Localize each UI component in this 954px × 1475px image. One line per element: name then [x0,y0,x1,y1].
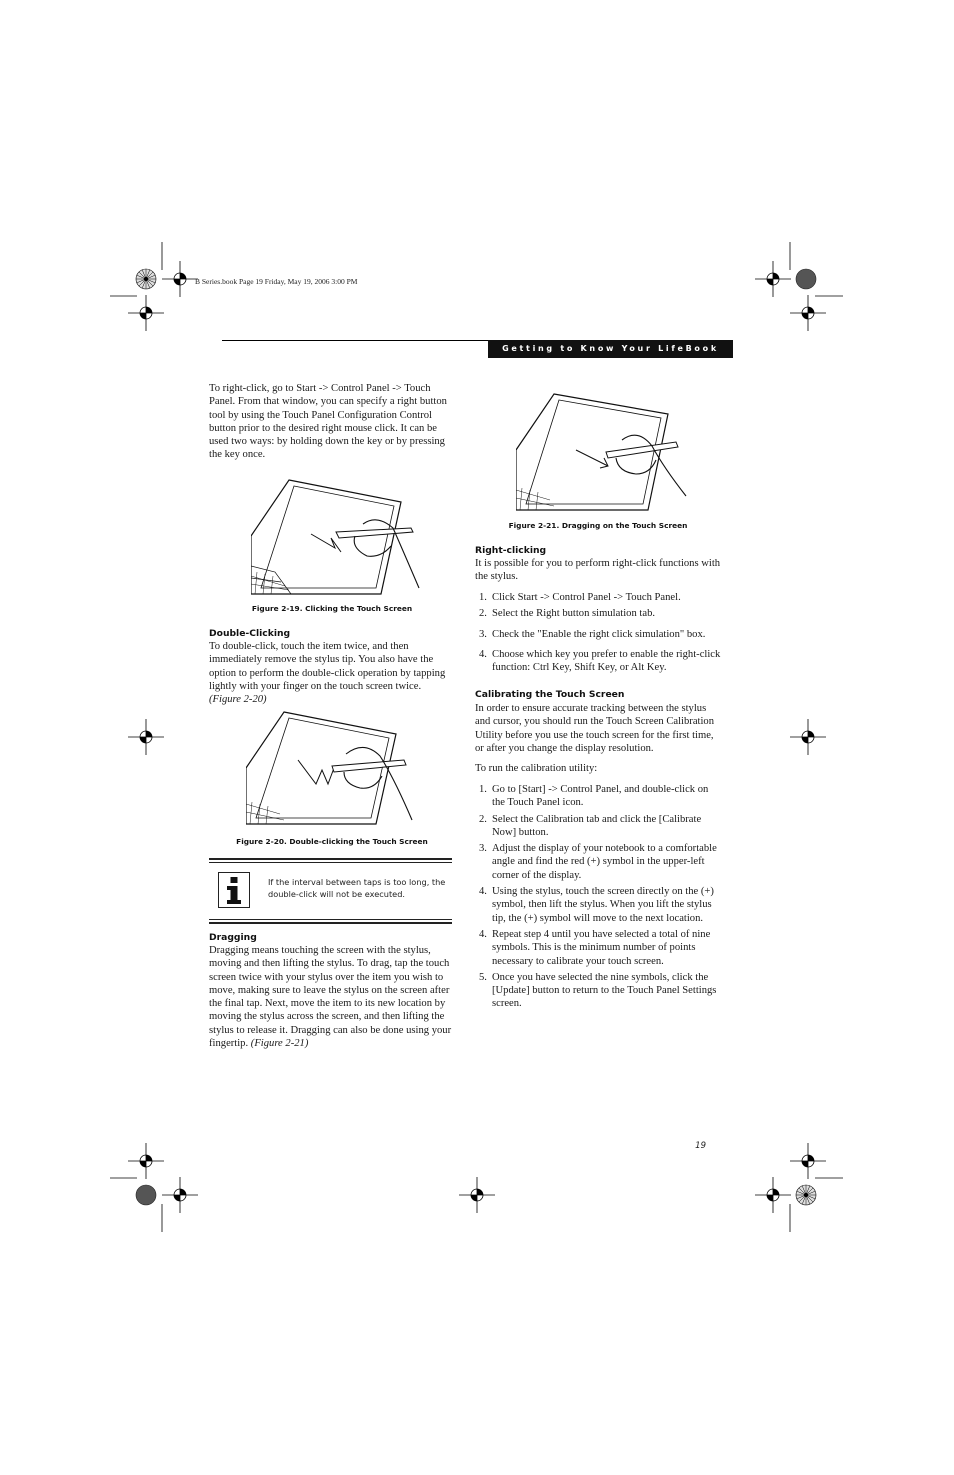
note-text: If the interval between taps is too long, the double-click will not be executed. [268,877,446,899]
heading-double-clicking: Double-Clicking [209,628,291,639]
right-clicking-paragraph: It is possible for you to perform right-click functions with the stylus. [475,558,721,583]
list-item: 4. Repeat step 4 until you have selected a total of nine symbols. This is the minimum number of points necessary to calibrate your touch screen. [479,928,711,967]
calibration-intro: To run the calibration utility: [475,763,598,774]
figure-2-20-illustration [246,708,418,826]
running-header: Getting to Know Your LifeBook [488,340,733,358]
calibration-steps [475,783,721,1011]
list-item: 3. Adjust the display of your notebook to a comfortable angle and find the red (+) symbol in the upper-left corner of the display. [479,843,717,881]
list-item: 1. Go to [Start] -> Control Panel, and double-click on the Touch Panel icon. [479,784,709,809]
print-slug: B Series.book Page 19 Friday, May 19, 2006 3:00 PM [195,277,358,286]
double-clicking-paragraph: To double-click, touch the item twice, and then immediately remove the stylus tip. You also have the option to perform the double-click operation by tapping lightly with your finger on the touch screen twice. (Figure 2-20) [209,641,446,706]
figure-2-21-illustration [516,392,688,512]
right-clicking-steps [475,591,721,674]
note-box [209,858,452,924]
header-rule [222,340,488,341]
heading-dragging: Dragging [209,932,257,943]
intro-paragraph: To right-click, go to Start -> Control Panel -> Touch Panel. From that window, you can specify a right button tool by using the Touch Panel Configuration Control button prior to the desired right mouse click. It can be used two ways: by holding down the key or by pressing the key once. [209,383,447,461]
figure-2-19-illustration [251,476,421,598]
calibrating-paragraph: In order to ensure accurate tracking between the stylus and cursor, you should run the Touch Screen Calibration Utility before you use the touch screen for the first time, or after you change the display resolution. [475,703,715,754]
info-icon [218,872,250,908]
figure-2-21-caption: Figure 2-21. Dragging on the Touch Screen [508,521,688,530]
figure-2-20-caption: Figure 2-20. Double-clicking the Touch Screen [236,837,428,846]
list-item: 2. Select the Calibration tab and click the [Calibrate Now] button. [479,813,702,838]
list-item: 4. Choose which key you prefer to enable the right-click function: Ctrl Key, Shift Key, or Alt Key. [479,648,721,674]
heading-right-clicking: Right-clicking [475,545,547,556]
list-item: 2. Select the Right button simulation tab. [479,608,656,620]
figure-2-19-caption: Figure 2-19. Clicking the Touch Screen [251,604,413,613]
dragging-paragraph: Dragging means touching the screen with the stylus, moving and then lifting the stylus. To drag, tap the touch screen twice with your stylus over the item you wish to move, making sure to leave the stylus on the screen after the final tap. Next, move the item to its new location by moving the stylus across the screen, and then lifting the stylus to release it. Dragging can also be done using your fingertip. (Figure 2-21) [209,945,452,1050]
list-item: 5. Once you have selected the nine symbols, click the [Update] button to return to the Touch Panel Settings screen. [479,971,717,1010]
list-item: 1. Click Start -> Control Panel -> Touch Panel. [479,592,681,603]
list-item: 3. Check the "Enable the right click simulation" box. [479,628,706,640]
page-number: 19 [695,1141,706,1151]
list-item: 4. Using the stylus, touch the screen directly on the (+) symbol, then lift the stylus. When you lift the stylus tip, the (+) symbol will move to the next location. [479,886,714,924]
heading-calibrating: Calibrating the Touch Screen [475,689,625,700]
